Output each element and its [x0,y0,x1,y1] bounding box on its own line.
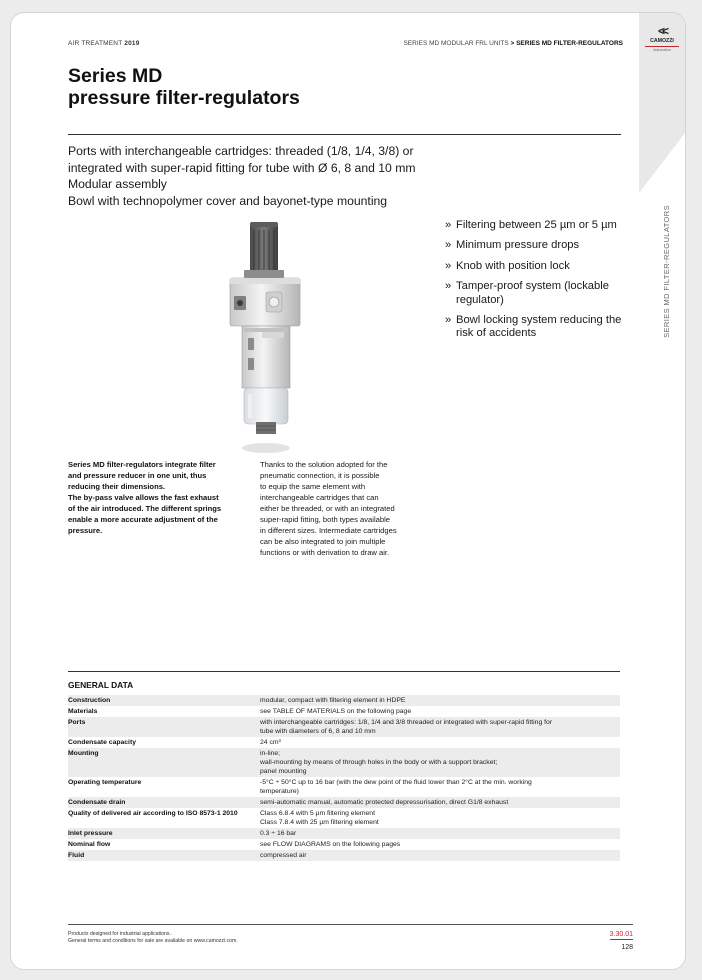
spec-value [258,839,620,850]
spec-key: Construction [68,695,258,706]
description-line: Thanks to the solution adopted for the [260,460,388,469]
description-line: Series MD filter-regulators integrate filter [68,460,216,469]
table-row [68,797,620,808]
footer-notes [68,931,238,945]
spec-value-line: -5°C ÷ 50°C up to 16 bar (with the dew point of the fluid lower than 2°C at the min. working [260,779,532,786]
list-item: » Knob with position lock [445,260,635,273]
description-line: of the air introduced. The different springs [68,504,222,513]
list-item: » Minimum pressure drops [445,239,635,252]
spec-value [258,748,620,777]
intro-line: Ports with interchangeable cartridges: threaded (1/8, 1/4, 3/8) or [68,144,414,158]
description-line: reducing their dimensions. [68,482,166,491]
spec-value [258,850,620,861]
title-divider [68,134,621,135]
spec-key: Materials [68,708,98,715]
spec-value-line: Class 6.8.4 with 5 µm filtering element [260,810,375,817]
spec-key: Fluid [68,850,258,861]
description-line: and pressure reducer in one unit, thus [68,471,207,480]
spec-value-line: panel mounting [260,768,307,775]
footer-divider [68,924,633,925]
spec-value [258,695,620,706]
spec-value [258,808,620,828]
spec-value [258,717,620,737]
filter-regulator-image [214,208,314,458]
logo-mark-icon: << [657,24,666,38]
intro-line: Modular assembly [68,177,167,191]
intro-text [68,143,508,209]
spec-value [258,797,620,808]
spec-value-line: Class 7.8.4 with 25 µm filtering element [260,819,379,826]
table-row [68,695,620,706]
spec-key: Inlet pressure [68,828,258,839]
intro-line: integrated with super-rapid fitting for tube with Ø 6, 8 and 10 mm [68,160,416,175]
spec-value-line: tube with diameters of 6, 8 and 10 mm [260,728,376,735]
section-code: 3.30.01 [609,931,633,938]
spec-key: Condensate drain [68,797,258,808]
description-line: pressure. [68,526,103,535]
spec-value-line: wall-mounting by means of through holes in the body or with a support bracket; [260,759,498,766]
description-line: functions or with derivation to draw air. [260,548,390,557]
logo-subtitle: Automation [645,46,679,52]
description-line: in different sizes. Intermediate cartridges [260,526,397,535]
spec-key: Mounting [68,748,258,777]
spec-value-line: compressed air [260,852,307,859]
description-line: The by-pass valve allows the fast exhaust [68,493,219,502]
description-line: pneumatic connection, it is possible [260,471,380,480]
breadcrumb-parent[interactable]: SERIES MD MODULAR FRL UNITS [403,40,509,47]
footer-note-line: Products designed for industrial applications. [68,931,171,937]
description-line: enable a more accurate adjustment of the [68,515,218,524]
page-number: 128 [621,944,633,951]
spec-value-line: modular, compact with filtering element in HDPE [260,697,406,704]
spec-value [258,737,620,748]
spec-value-line: see TABLE OF MATERIALS on the following page [260,708,412,715]
sidebar-label: SERIES MD FILTER-REGULATORS [662,205,671,338]
header-year: 2019 [124,40,140,47]
description-line: to equip the same element with [260,482,366,491]
description-line: super-rapid fitting, both types available [260,515,391,524]
spec-key: Condensate capacity [68,739,136,746]
table-row [68,839,620,850]
sidebar-fold [639,133,685,193]
page-title [68,65,300,109]
description-line: can be also integrated to join multiple [260,537,386,546]
breadcrumb [403,40,623,47]
breadcrumb-current: SERIES MD FILTER-REGULATORS [516,40,623,47]
spec-value [258,777,620,797]
spec-value-line: semi-automatic manual, automatic protected depressurisation, direct G1/8 exhaust [260,799,509,806]
spec-key: Nominal flow [68,841,111,848]
spec-key: Operating temperature [68,779,142,786]
table-row [68,777,620,797]
description-line: either be threaded, or with an integrated [260,504,395,513]
spec-value-line: in-line; [260,750,281,757]
spec-key: Ports [68,717,258,737]
table-row [68,717,620,737]
description-right [260,459,440,558]
list-item: » Bowl locking system reducing the risk of accidents [445,314,635,341]
description-left [68,459,248,536]
list-item: » Filtering between 25 µm or 5 µm [445,219,635,232]
spec-value-line: 24 cm³ [260,739,281,746]
brand-logo [641,25,683,52]
spec-value-line: temperature) [260,788,299,795]
feature-list [445,219,635,348]
spec-value-line: 0.3 ÷ 16 bar [260,830,297,837]
description-line: interchangeable cartridges that can [260,493,379,502]
table-row [68,737,620,748]
header-section [68,40,140,47]
page-title-line-1: Series MD [68,65,163,87]
table-row [68,808,620,828]
table-row [68,748,620,777]
page-title-line-2: pressure filter-regulators [68,87,300,109]
list-item: » Tamper-proof system (lockable regulator) [445,280,635,307]
general-data-title: GENERAL DATA [68,680,134,690]
logo-name: CAMOZZI [650,38,674,44]
intro-line: Bowl with technopolymer cover and bayonet-type mounting [68,193,388,208]
spec-value-line: with interchangeable cartridges: 1/8, 1/4 and 3/8 threaded or integrated with super-rapid fitting for [260,719,553,726]
header-section-name: AIR TREATMENT [68,40,123,47]
footer-note-line: General terms and conditions for sale are available on www.camozzi.com. [68,938,238,944]
spec-value [258,828,620,839]
spec-value-line: see FLOW DIAGRAMS on the following pages [260,841,401,848]
section-divider [68,671,620,672]
spec-key: Quality of delivered air according to ISO 8573-1 2010 [68,810,238,817]
table-row [68,828,620,839]
breadcrumb-separator: > [510,40,515,47]
general-data-table [68,695,620,861]
table-row [68,706,620,717]
table-row [68,850,620,861]
spec-value [258,706,620,717]
catalog-page [10,12,686,970]
